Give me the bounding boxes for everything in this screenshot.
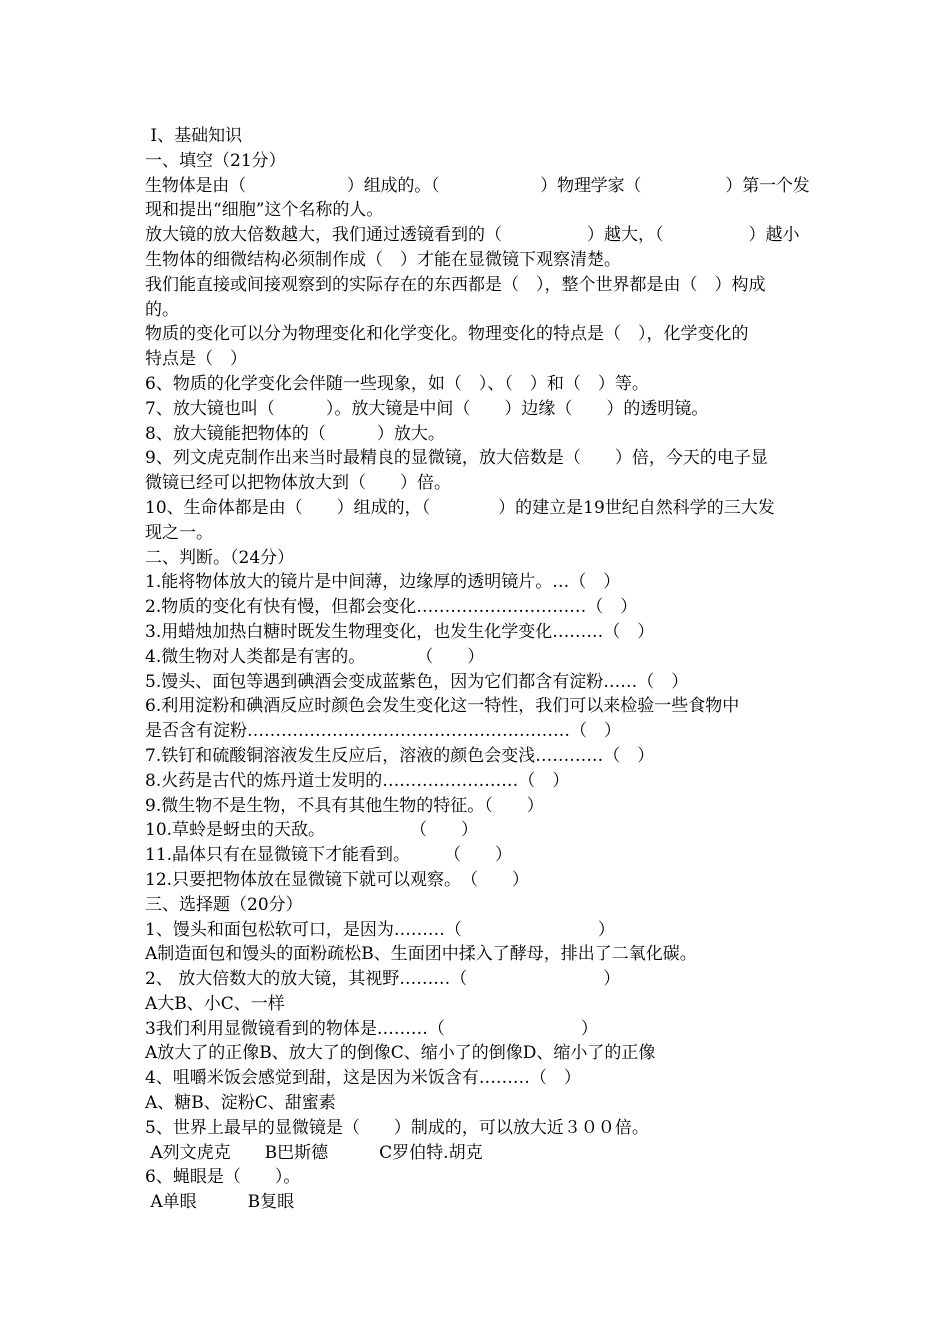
text-line: 5、世界上最早的显微镜是（ ）制成的，可以放大近３００倍。 bbox=[145, 1117, 649, 1138]
text-line: A、糖B、淀粉C、甜蜜素 bbox=[145, 1093, 336, 1114]
text-line: 9.微生物不是生物，不具有其他生物的特征。（ ） bbox=[145, 795, 544, 816]
exam-document bbox=[145, 124, 810, 1215]
text-line: 4、咀嚼米饭会感觉到甜，这是因为米饭含有………（ ） bbox=[145, 1068, 581, 1089]
text-line: 7.铁钉和硫酸铜溶液发生反应后，溶液的颜色会变浅…………（ ） bbox=[145, 745, 655, 766]
text-line: 特点是（ ） bbox=[145, 349, 247, 370]
text-line: 3我们利用显微镜看到的物体是………（ ） bbox=[145, 1018, 598, 1039]
text-line: Ⅰ、基础知识 bbox=[145, 126, 243, 146]
text-line: 6.利用淀粉和碘酒反应时颜色会发生变化这一特性，我们可以来检验一些食物中 bbox=[145, 696, 740, 717]
text-line: 1、馒头和面包松软可口，是因为………（ ） bbox=[145, 919, 615, 940]
text-line: A单眼 B复眼 bbox=[145, 1192, 295, 1213]
text-line: 10.草蛉是蚜虫的天敌。 （ ） bbox=[145, 820, 479, 841]
text-line: 物质的变化可以分为物理变化和化学变化。物理变化的特点是（ ），化学变化的 bbox=[145, 324, 749, 345]
text-line: 2、 放大倍数大的放大镜，其视野………（ ） bbox=[145, 969, 621, 990]
text-line: 的。 bbox=[145, 299, 179, 320]
text-line: 我们能直接或间接观察到的实际存在的东西都是（ ），整个世界都是由（ ）构成 bbox=[145, 274, 766, 295]
text-line: 5.馒头、面包等遇到碘酒会变成蓝紫色，因为它们都含有淀粉……（ ） bbox=[145, 671, 689, 692]
text-line: 11.晶体只有在显微镜下才能看到。 （ ） bbox=[145, 845, 513, 866]
text-line: 6、蝇眼是（ ）。 bbox=[145, 1167, 301, 1188]
text-line: A列文虎克 B巴斯德 C罗伯特.胡克 bbox=[145, 1142, 483, 1163]
text-line: 9、列文虎克制作出来当时最精良的显微镜，放大倍数是（ ）倍，今天的电子显 bbox=[145, 448, 768, 469]
text-line: 生物体是由（ ）组成的。（ ）物理学家（ ）第一个发 bbox=[145, 175, 810, 196]
text-line: 生物体的细微结构必须制作成（ ）才能在显微镜下观察清楚。 bbox=[145, 249, 621, 270]
text-line: 微镜已经可以把物体放大到（ ）倍。 bbox=[145, 473, 451, 494]
text-line: 8.火药是古代的炼丹道士发明的……………………（ ） bbox=[145, 770, 570, 791]
text-line: A放大了的正像B、放大了的倒像C、缩小了的倒像D、缩小了的正像 bbox=[145, 1043, 656, 1064]
text-line: 现和提出“细胞”这个名称的人。 bbox=[145, 200, 384, 221]
text-line: 是否含有淀粉…………………………………………………（ ） bbox=[145, 721, 621, 742]
text-line: 二、判断。（24分） bbox=[145, 547, 295, 568]
text-line: 一、填空（21分） bbox=[145, 150, 286, 171]
text-line: 2.物质的变化有快有慢，但都会变化…………………………（ ） bbox=[145, 597, 638, 618]
text-line: 现之一。 bbox=[145, 522, 213, 543]
text-line: 7、放大镜也叫（ ）。放大镜是中间（ ）边缘（ ）的透明镜。 bbox=[145, 398, 709, 419]
text-line: 1.能将物体放大的镜片是中间薄，边缘厚的透明镜片。…（ ） bbox=[145, 572, 621, 593]
text-line: 4.微生物对人类都是有害的。 （ ） bbox=[145, 646, 485, 667]
text-line: 8、放大镜能把物体的（ ）放大。 bbox=[145, 423, 445, 444]
text-line: 12.只要把物体放在显微镜下就可以观察。 （ ） bbox=[145, 869, 530, 890]
text-line: A制造面包和馒头的面粉疏松B、生面团中揉入了酵母，排出了二氧化碳。 bbox=[145, 944, 697, 965]
text-line: 10、生命体都是由（ ）组成的，（ ）的建立是19世纪自然科学的三大发 bbox=[145, 497, 775, 518]
text-line: 三、选择题（20分） bbox=[145, 894, 303, 915]
text-line: 6、物质的化学变化会伴随一些现象，如（ ）、（ ）和（ ）等。 bbox=[145, 373, 649, 394]
text-line: 放大镜的放大倍数越大，我们通过透镜看到的（ ）越大，（ ）越小 bbox=[145, 225, 800, 246]
text-line: A大B、小C、一样 bbox=[145, 993, 285, 1014]
text-line: 3.用蜡烛加热白糖时既发生物理变化，也发生化学变化………（ ） bbox=[145, 621, 655, 642]
